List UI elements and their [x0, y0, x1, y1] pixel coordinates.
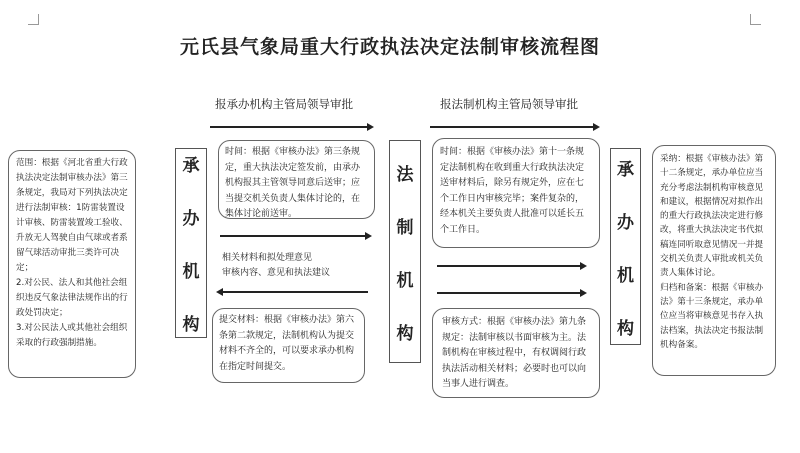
unit-char: 机: [617, 265, 634, 286]
header-right: 报法制机构主管局领导审批: [440, 97, 578, 111]
unit-char: 制: [396, 217, 414, 238]
arrow-right: [437, 292, 585, 294]
unit-char: 构: [617, 318, 634, 339]
arrow-right: [430, 126, 598, 128]
arrow-right: [220, 235, 370, 237]
corner-mark: [750, 14, 761, 25]
unit-char: 承: [182, 156, 200, 176]
materials-label: 相关材料和拟处理意见: [222, 253, 313, 263]
time-box-1: 时间：根据《审核办法》第三条规定，重大执法决定签发前，由承办机构报其主管领导同意后送审；应当提交机关负责人集体讨论的，在集体讨论前送审。: [218, 140, 375, 219]
header-left: 报承办机构主管局领导审批: [215, 97, 353, 111]
unit-center: [389, 140, 421, 363]
unit-char: 构: [182, 315, 200, 335]
unit-char: 机: [396, 270, 414, 291]
arrow-left: [218, 291, 368, 293]
method-box: 审核方式：根据《审核办法》第九条规定：法制审核以书面审核为主。法制机构在审核过程中，有权调阅行政执法活动相关材料；必要时也可以向当事人进行调查。: [432, 308, 600, 398]
unit-char: 承: [617, 159, 634, 180]
unit-char: 构: [396, 323, 414, 344]
arrow-right: [437, 265, 585, 267]
page-title: 元氏县气象局重大行政执法决定法制审核流程图: [179, 36, 600, 58]
unit-right: [610, 148, 641, 345]
unit-char: 办: [617, 212, 634, 233]
scope-box: 范围：根据《河北省重大行政执法决定法制审核办法》第三条规定，我局对下列执法决定进行法制审核：1防雷装置设计审核、防雷装置竣工验收、升放无人驾驶自由气球或者系留气球活动审批三类许可决定； 2.对公民、法人和其他社会组织违反气象法律法规作出的行政处罚决定； 3.对公民法人或其他社会组织采取的行政强制措施。: [8, 150, 136, 378]
unit-char: 机: [182, 262, 200, 282]
unit-char: 法: [396, 164, 414, 185]
unit-left: [175, 148, 207, 338]
submit-box: 提交材料：根据《审核办法》第六条第二款规定，法制机构认为提交材料不齐全的，可以要求承办机构在指定时间提交。: [212, 308, 365, 383]
time-box-2: 时间：根据《审核办法》第十一条规定法制机构在收到重大行政执法决定送审材料后，除另有规定外，应在七个工作日内审核完毕；案件复杂的，经本机关主要负责人批准可以延长五个工作日。: [432, 138, 600, 248]
unit-char: 办: [182, 209, 200, 229]
corner-mark: [28, 14, 39, 25]
review-label: 审核内容、意见和执法建议: [222, 268, 331, 278]
adopt-box: 采纳：根据《审核办法》第十二条规定，承办单位应当充分考虑法制机构审核意见和建议，根据情况对拟作出的重大行政执法决定进行修改，将重大执法决定书代拟稿连同听取意见情况一并提交机关负责人审批或机关负责人集体讨论。 归档和备案：根据《审核办法》第十三条规定，承办单位应当将审核意见书存入执法档案，执法决定书报法制机构备案。: [652, 145, 776, 376]
arrow-right: [210, 126, 372, 128]
